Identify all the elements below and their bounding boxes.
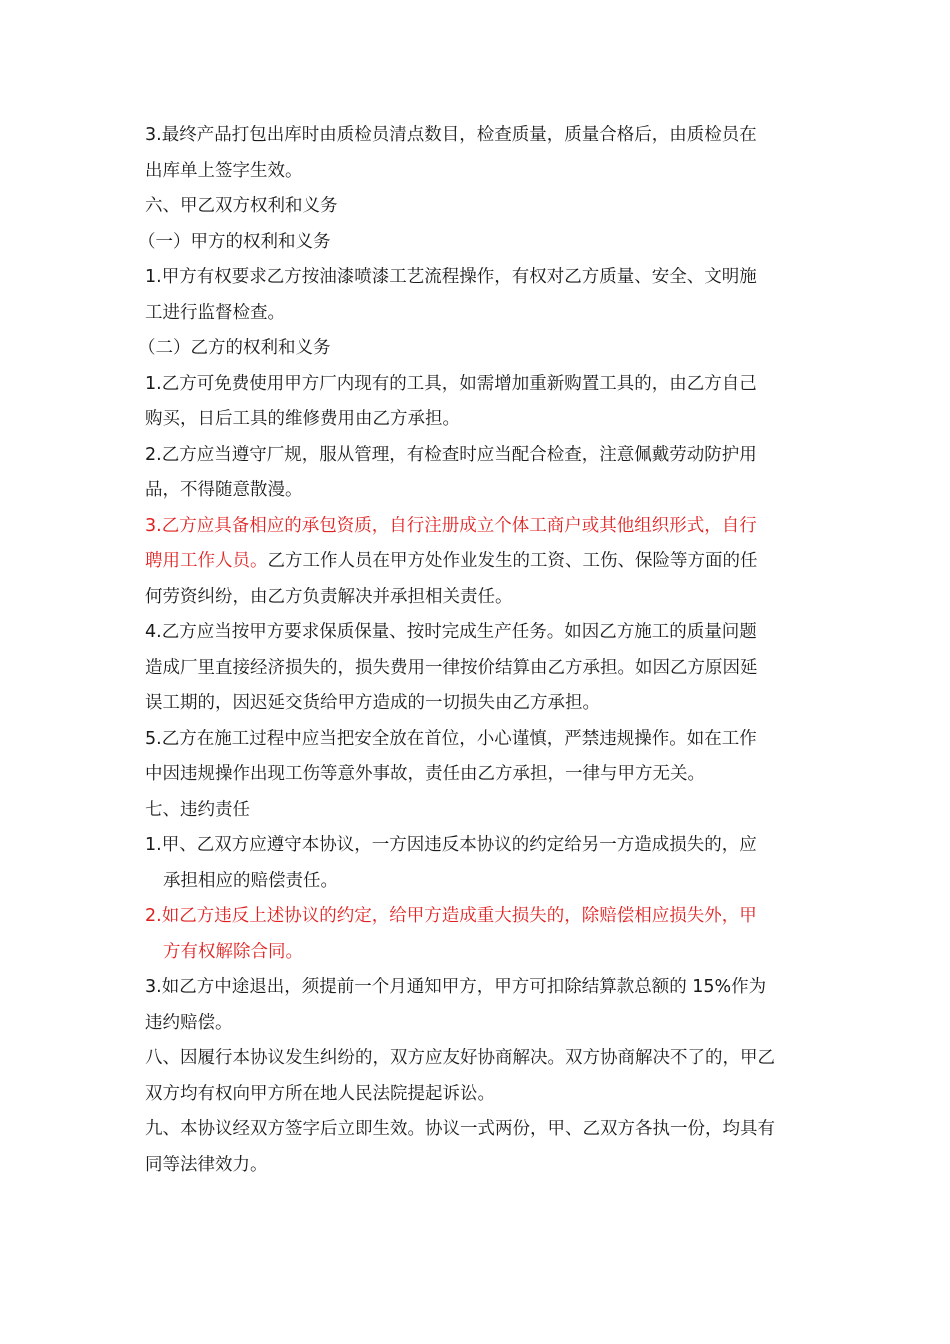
- paragraph-line: 3.如乙方中途退出，须提前一个月通知甲方，甲方可扣除结算款总额的 15%作为: [145, 977, 767, 997]
- document-page: [138, 118, 810, 1183]
- subsection-heading: （二）乙方的权利和义务: [138, 338, 331, 358]
- section-heading: 六、甲乙双方权利和义务: [145, 196, 338, 216]
- highlighted-line: 方有权解除合同。: [163, 941, 303, 962]
- section-heading: 九、本协议经双方签字后立即生效。协议一式两份，甲、乙双方各执一份，均具有: [145, 1119, 775, 1139]
- paragraph-line: 中因违规操作出现工伤等意外事故，责任由乙方承担，一律与甲方无关。: [145, 764, 705, 784]
- paragraph-line: 工进行监督检查。: [145, 302, 285, 323]
- section-heading: 七、违约责任: [145, 799, 250, 820]
- paragraph-line: 双方均有权向甲方所在地人民法院提起诉讼。: [145, 1083, 495, 1104]
- paragraph-line: 2.乙方应当遵守厂规，服从管理，有检查时应当配合检查，注意佩戴劳动防护用: [145, 444, 757, 465]
- paragraph-text: 乙方工作人员在甲方处作业发生的工资、工伤、保险等方面的任: [267, 551, 758, 571]
- section-heading: 八、因履行本协议发生纠纷的，双方应友好协商解决。双方协商解决不了的，甲乙: [145, 1048, 775, 1068]
- paragraph-line: 违约赔偿。: [145, 1012, 233, 1033]
- paragraph-line: 何劳资纠纷，由乙方负责解决并承担相关责任。: [145, 586, 513, 607]
- paragraph-line: [145, 544, 810, 580]
- paragraph-line: 造成厂里直接经济损失的，损失费用一律按价结算由乙方承担。如因乙方原因延: [145, 657, 758, 678]
- highlighted-line: 3.乙方应具备相应的承包资质，自行注册成立个体工商户或其他组织形式，自行: [145, 515, 757, 536]
- paragraph-line: 4.乙方应当按甲方要求保质保量、按时完成生产任务。如因乙方施工的质量问题: [145, 622, 757, 642]
- paragraph-line: 同等法律效力。: [145, 1154, 268, 1175]
- subsection-heading: （一）甲方的权利和义务: [138, 231, 331, 252]
- paragraph-line: 1.乙方可免费使用甲方厂内现有的工具，如需增加重新购置工具的，由乙方自己: [145, 373, 757, 394]
- paragraph-line: 品，不得随意散漫。: [145, 480, 303, 500]
- paragraph-line: 1.甲方有权要求乙方按油漆喷漆工艺流程操作，有权对乙方质量、安全、文明施: [145, 267, 757, 287]
- highlighted-text: 聘用工作人员。: [145, 551, 268, 571]
- paragraph-line: 3.最终产品打包出库时由质检员清点数目，检查质量，质量合格后，由质检员在: [145, 125, 757, 145]
- paragraph-line: 承担相应的赔偿责任。: [163, 870, 338, 891]
- paragraph-line: 误工期的，因迟延交货给甲方造成的一切损失由乙方承担。: [145, 693, 600, 713]
- paragraph-line: 1.甲、乙双方应遵守本协议，一方因违反本协议的约定给另一方造成损失的，应: [145, 835, 757, 855]
- paragraph-line: 5.乙方在施工过程中应当把安全放在首位，小心谨慎，严禁违规操作。如在工作: [145, 728, 757, 749]
- highlighted-line: 2.如乙方违反上述协议的约定，给甲方造成重大损失的，除赔偿相应损失外，甲: [145, 906, 757, 926]
- paragraph-line: 出库单上签字生效。: [145, 160, 303, 181]
- paragraph-line: 购买，日后工具的维修费用由乙方承担。: [145, 409, 460, 429]
